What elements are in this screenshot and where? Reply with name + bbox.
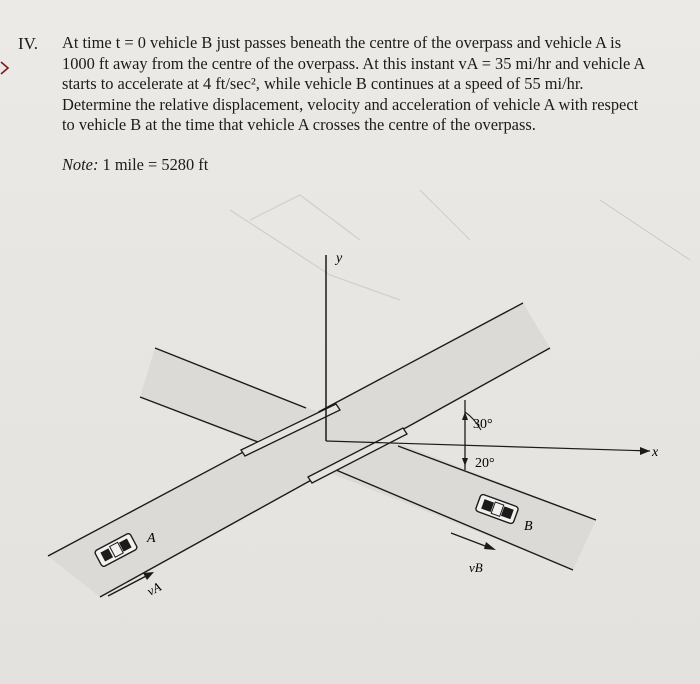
problem-line-1: At time t = 0 vehicle B just passes beneath the centre of the overpass and vehicle A is (62, 33, 622, 52)
faint-background-marks (230, 190, 690, 300)
angle-label-20: 20° (475, 456, 495, 471)
problem-line-2: 1000 ft away from the centre of the overpass. At this instant vA = 35 mi/hr and vehicle A (62, 53, 646, 73)
vehicle-b-label: B (524, 519, 533, 534)
problem-line-5: to vehicle B at the time that vehicle A crosses the centre of the overpass. (62, 115, 536, 134)
velocity-a-label: vA (144, 578, 164, 599)
note-text: 1 mile = 5280 ft (98, 155, 209, 174)
problem-line-4: Determine the relative displacement, velocity and acceleration of vehicle A with respect (62, 94, 639, 114)
problem-number: IV. (18, 34, 38, 53)
x-axis-arrow-icon (640, 447, 650, 455)
velocity-b-label: vB (469, 560, 483, 575)
vehicle-a-label: A (147, 531, 156, 546)
problem-line-3: starts to accelerate at 4 ft/sec², while vehicle B continues at a speed of 55 mi/hr. (62, 74, 584, 93)
angle-arrow-lower-icon (462, 458, 468, 466)
y-axis-label: y (336, 251, 343, 266)
x-axis-label: x (652, 445, 659, 460)
velocity-a-arrowhead-icon (143, 572, 154, 580)
velocity-b-arrowhead-icon (484, 542, 496, 550)
note-label: Note: (62, 155, 99, 174)
angle-label-30: 30° (473, 417, 493, 432)
